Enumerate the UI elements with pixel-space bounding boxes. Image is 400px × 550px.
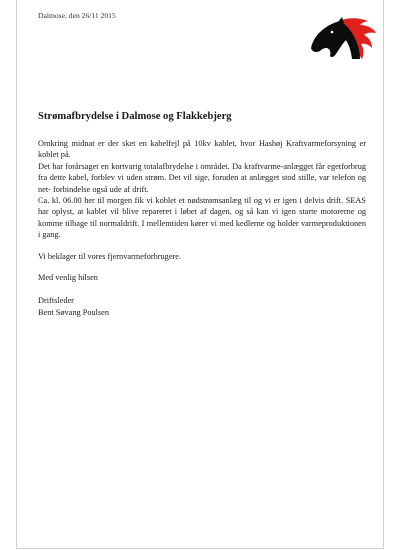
letter-body bbox=[38, 138, 366, 318]
paragraph-emergency-power: Ca. kl. 06.00 her til morgen fik vi koblet et nødstrømsanlæg til og vi er igen i delvis drift. SEAS har oplyst, at kablet vil blive repareret i løbet af dagen, og så kan vi igen starte motorerne og komme tilbage til normaldrift. I mellemtiden kører vi med kedlerne og holder varmeproduktionen i gang. bbox=[38, 196, 366, 240]
apology-line: Vi beklager til vores fjernvarmeforbrugere. bbox=[38, 251, 182, 261]
paragraph-outage: Det har forårsaget en kortvarig totalafbrydelse i området. Da kraftvarme-anlægget får egetforbrug fra dette kabel, forblev vi uden strøm. Det vil sige, foruden at anlægget stod stille, var telefon og net- forbindelse også ude af drift. bbox=[38, 161, 366, 194]
horse-head-logo-icon bbox=[310, 17, 376, 61]
paragraph-cable-fault: Omkring midnat er der sket en kabelfejl på 10kv kablet, hvor Hashøj Kraftvarmeforsyning er koblet på. bbox=[38, 139, 366, 160]
signer-name: Bent Søvang Poulsen bbox=[38, 307, 109, 317]
closing-line: Med venlig hilsen bbox=[38, 273, 98, 283]
signer-title: Driftsleder bbox=[38, 296, 74, 306]
dateline: Dalmose, den 26/11 2015 bbox=[38, 11, 116, 20]
letter-title: Strømafbrydelse i Dalmose og Flakkebjerg bbox=[38, 111, 232, 122]
